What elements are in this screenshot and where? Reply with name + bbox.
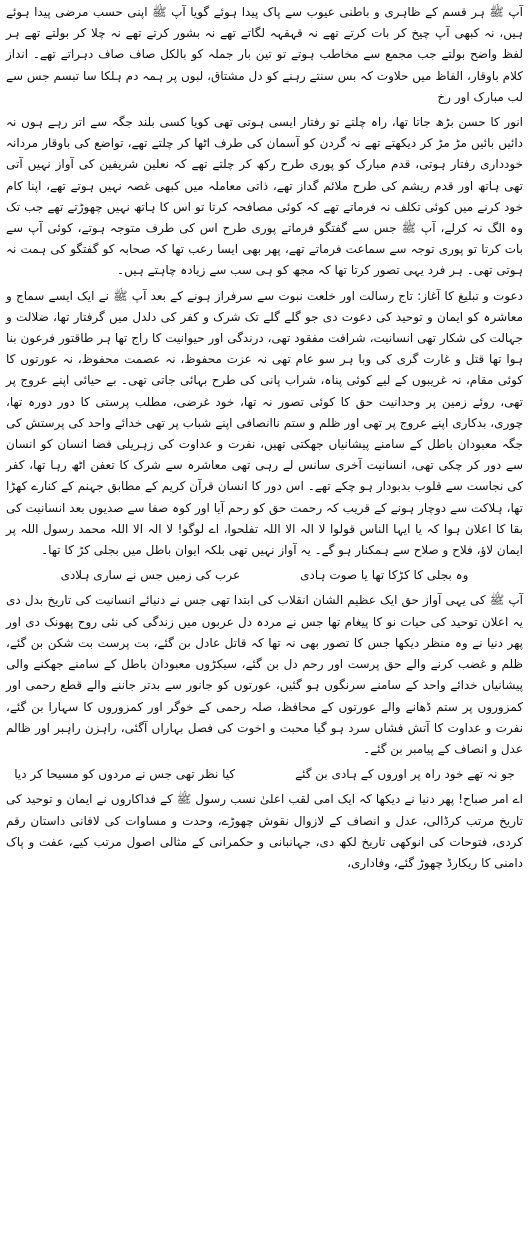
paragraph-dawah-beginning: دعوت و تبلیغ کا آغاز: تاج رسالت اور خلعت نبوت سے سرفراز ہونے کے بعد آپ ﷺ نے ایک ایسے سماج و معاشرہ کو ایمان و توحید کی دعوت دی جو گلے گلے تک شرک و کفر کی دلدل میں گرفتار تھا، ضلالت و جہالت کی شکار تھی انسانیت، شرافت مفقود تھی، درندگی اور حیوانیت کا راج تھا ہر طاقتور فرعون بنا ہوا تھا قتل و غارت گری کی وبا ہر سو عام تھی نہ عزت محفوظ، نہ عصمت محفوظ، نہ عورتوں کا کوئی مقام، نہ غریبوں کے لیے کوئی پناہ، شراب پانی کی طرح بہائی جاتی تھی۔ بے حیائی اپنے عروج پر تھی، روئے زمین پر وحدانیت حق کا کوئی تصور نہ تھا، خود غرضی، مطلب پرستی کا دور دورہ تھا، چوری، بدکاری اپنے عروج پر تھی اور ظلم و ستم ناانصافی اپنے شباب پر تھی خدائے واحد کی پرستش کی جگہ معبودان باطل کے سامنے پیشانیاں جھکتی تھیں، نفرت و عداوت کی زہریلی فضا انسان کو انسان سے دور کر چکی تھی، انسانیت آخری سانس لے رہی تھی معاشرہ سے شرک کا تعفن اٹھ رہا تھا، کفر کی نجاست سے قلوب بدبودار ہو چکے تھے۔ اس دور کا انسان قرآن کریم کے مطابق جہنم کے کنارے کھڑا تھا، ہلاکت سے دوچار ہونے کے قریب کہ رحمت حق کو رحم آیا اور کوہ صفا سے صدیوں بعد انسانیت کی بقا کا اعلان ہوا کہ یا ایہا الناس قولوا لا الہ الا اللہ تفلحوا، اے لوگو! لا الہ الا اللہ محمد رسول اللہ پر ایمان لاؤ، فلاح و صلاح سے ہمکنار ہو گے۔ یہ آواز نہیں تھی بلکہ ایوان باطل میں بجلی کڑ کا تھا۔	[6, 288, 523, 558]
couplet-2-line-2: کیا نظر تھی جس نے مردوں کو مسیحا کر دیا	[14, 767, 236, 782]
couplet-1-line-2: عرب کی زمیں جس نے ساری ہلادی	[60, 568, 241, 583]
paragraph-revolution: آپ ﷺ کی یہی آواز حق ایک عظیم الشان انقلاب کی ابتدا تھی جس نے دنیائے انسانیت کی تاریخ بدل دی یہ اعلان توحید کی حیات نو کا پیغام تھا جس نے مردہ دل عربوں میں زندگی کی نئی روح پھونک دی اور پھر دنیا نے وہ منظر دیکھا جس کا تصور بھی نہ تھا کہ قاتل عادل بن گئے، بت پرست بت شکن بن گئے، ظلم و غضب کرنے والے حق پرست اور رحم دل بن گئے، سیکڑوں معبودان باطل کے سامنے جھکنے والی پیشانیاں خدائے واحد کے سامنے سرنگوں ہو گئیں، عورتوں کو جانور سے بدتر جاننے والے قطع رحمی اور کمزوروں پر ستم ڈھانے والے عورتوں کے محافظ، صلہ رحمی کے خوگر اور کمزوروں کا سہارا بن گئے، نفرت و عداوت کا آتش فشاں سرد ہو گیا محبت و اخوت کی فصل بہاراں آگئی، راہزن راہبر اور ظالم عدل و انصاف کے پیامبر بن گئے۔	[6, 593, 523, 756]
paragraph-history: اے امر صباح! پھر دنیا نے دیکھا کہ ایک امی لقب اعلیٰ نسب رسول ﷺ کے فداکاروں نے ایمان و توحید کی تاریخ مرتب کرڈالی، عدل و انصاف کے لازوال نقوش چھوڑے، وحدت و مساوات کی لافانی داستان رقم کردی، فتوحات کی انوکھی تاریخ لکھ دی، جہانبانی و حکمرانی کے مثالی اصول مرتب کیے، عفت و پاک دامنی کا ریکارڈ چھوڑ گئے، وفاداری،	[6, 792, 523, 870]
poetry-couplet-1	[6, 565, 523, 586]
poetry-couplet-2	[6, 764, 523, 785]
paragraph-prophet-manners: آپ ﷺ ہر قسم کے ظاہری و باطنی عیوب سے پاک پیدا ہوئے گویا آپ ﷺ اپنی حسب مرضی پیدا ہوئے ہیں، نہ کبھی آپ چیخ کر بات کرتے تھے نہ قہقہہ لگاتے تھے نہ بشور کرتے تھے نہ چلا کر بولتے تھے ہر لفظ واضح بولتے جب مجمع سے مخاطب ہوتے تو تین بار جملہ کو بالکل صاف صاف دہراتے تھے۔ انداز کلام باوقار، الفاظ میں حلاوت کہ بس سنتے رہنے کو دل مشتاق، لبوں پر ہمہ دم ہلکا سا تبسم جس سے لب مبارک اور رخ	[6, 5, 523, 104]
couplet-2-line-1: جو نہ تھے خود راہ پر اوروں کے ہادی بن گئے	[295, 767, 515, 782]
couplet-1-line-1: وہ بجلی کا کڑکا تھا یا صوت ہادی	[300, 568, 469, 583]
paragraph-prophet-gait: انور کا حسن بڑھ جاتا تھا، راہ چلتے تو رفتار ایسی ہوتی تھی کویا کسی بلند جگہ سے اتر رہے ہوں نہ دائیں بائیں مڑ مڑ کر دیکھتے تھے نہ گردن کو آسمان کی طرف اٹھا کر چلتے تھے، تواضع کی باوقار مردانہ خودداری رفتار ہوتی، قدم مبارک کو پوری طرح رکھ کر چلتے تھے کہ نعلین شریفین کی آواز نہیں آتی تھی ہاتھ اور قدم ریشم کی طرح ملائم گداز تھے، ذاتی معاملہ میں کبھی غصہ نہیں ہوتے تھے، اپنا کام خود کرنے میں کوئی تکلف نہ فرماتے تھے کہ کوئی مصافحہ کرتا تو اس کا ہاتھ نہیں چھوڑتے تھے جب تک وہ الگ نہ کرلے، آپ ﷺ جس سے گفتگو فرماتے پوری طرح اس کی طرف متوجہ ہوتے، کوئی آپ سے بات کرتا تو پوری توجہ سے سماعت فرماتے تھے، پھر بھی ایسا رعب تھا کہ صحابہ کو گفتگو کی ہمت نہ ہوتی تھی۔ ہر فرد یہی تصور کرتا تھا کہ مجھ کو ہی سب سے زیادہ چاہتے ہیں۔	[6, 115, 524, 278]
